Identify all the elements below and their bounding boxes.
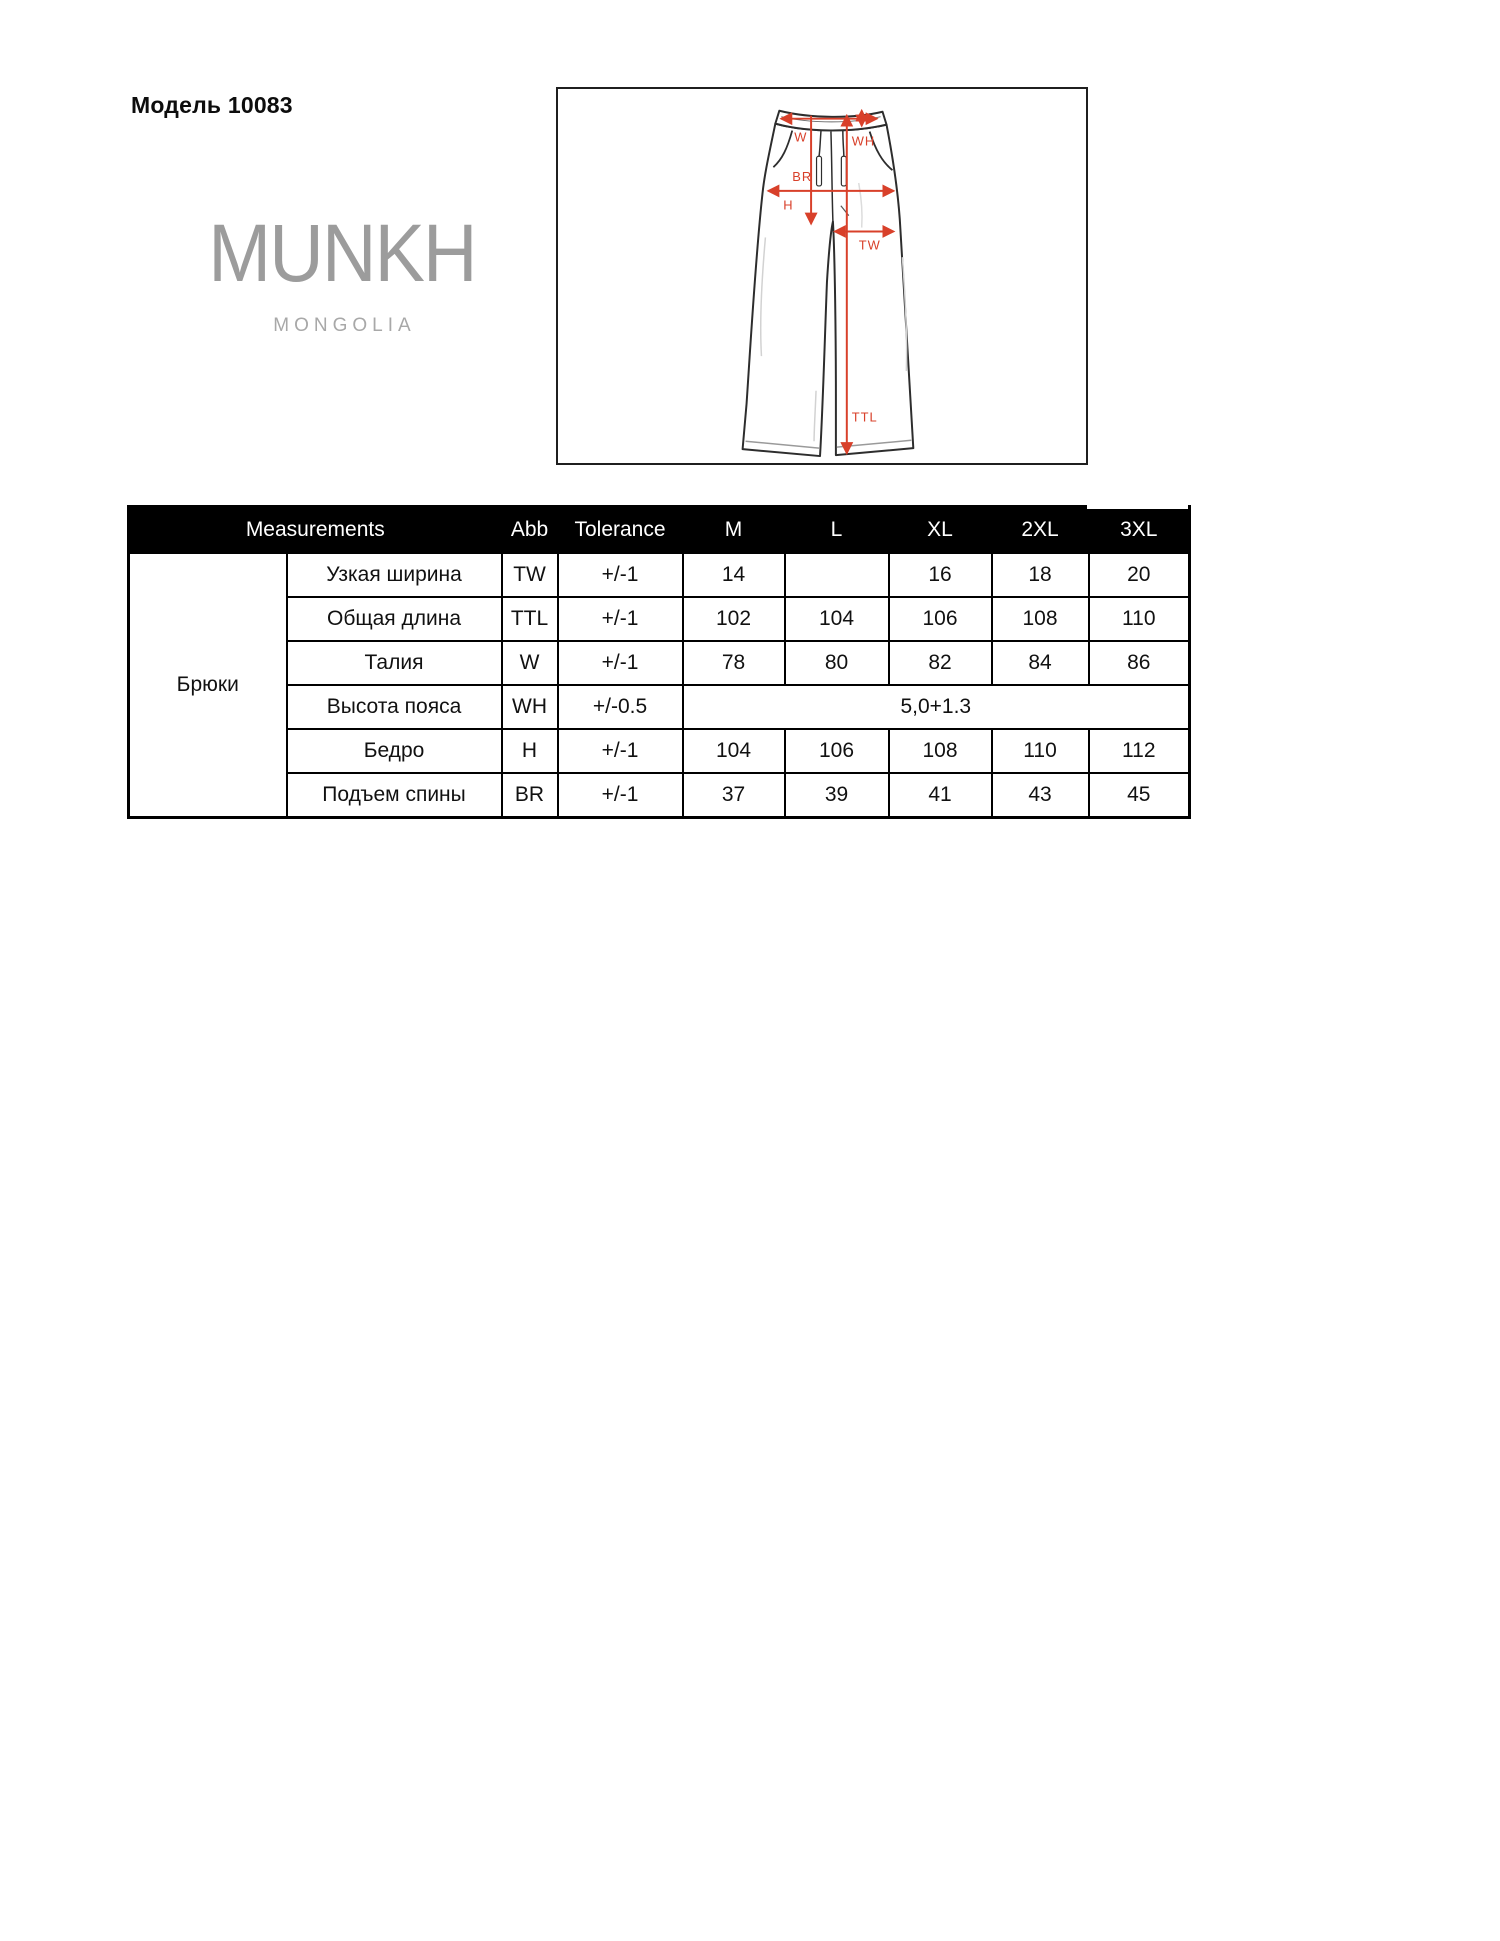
spec-table [127,505,1191,819]
abb-cell: BR [502,773,558,818]
header-row [129,507,1190,554]
tolerance-cell: +/-1 [558,641,683,685]
value-cell: 104 [683,729,785,773]
pants-sketch [558,89,1086,463]
value-cell: 39 [785,773,889,818]
value-cell: 78 [683,641,785,685]
value-cell: 16 [889,553,992,597]
label-hip: H [783,197,794,213]
pants-body-outline [743,124,914,456]
value-cell: 108 [889,729,992,773]
value-cell: 108 [992,597,1089,641]
table-row [129,597,1190,641]
table-row [129,729,1190,773]
tolerance-cell: +/-1 [558,597,683,641]
value-cell: 104 [785,597,889,641]
brand-subtitle: MONGOLIA [273,315,416,336]
table-row [129,641,1190,685]
value-cell: 82 [889,641,992,685]
table-row [129,773,1190,818]
label-waist: W [794,129,808,145]
header-size-m: M [683,507,785,554]
value-cell: 14 [683,553,785,597]
value-cell: 80 [785,641,889,685]
drawstring-right-aglet [841,156,846,186]
value-cell: 102 [683,597,785,641]
tolerance-cell: +/-0.5 [558,685,683,729]
measurement-name-cell: Узкая ширина [287,553,502,597]
measurement-name-cell: Общая длина [287,597,502,641]
abb-cell: W [502,641,558,685]
abb-cell: TW [502,553,558,597]
measurement-name-cell: Бедро [287,729,502,773]
tolerance-cell: +/-1 [558,773,683,818]
value-cell: 37 [683,773,785,818]
value-cell: 41 [889,773,992,818]
tolerance-cell: +/-1 [558,553,683,597]
brand-logo: MUNKH [208,208,476,299]
header-size-3xl: 3XL [1089,507,1190,554]
value-cell [785,553,889,597]
measurement-name-cell: Высота пояса [287,685,502,729]
abb-cell: H [502,729,558,773]
value-cell: 110 [1089,597,1190,641]
value-cell: 112 [1089,729,1190,773]
value-cell: 18 [992,553,1089,597]
merged-value-cell: 5,0+1.3 [683,685,1190,729]
label-waistband-height: WH [851,133,876,149]
brand-logo-block [162,208,522,337]
value-cell: 86 [1089,641,1190,685]
pants-diagram-box [556,87,1088,465]
value-cell: 106 [785,729,889,773]
group-cell: Брюки [129,553,287,818]
header-abb: Abb [502,507,558,554]
label-back-rise: BR [792,169,813,185]
header-size-2xl: 2XL [992,507,1089,554]
header-size-xl: XL [889,507,992,554]
label-total-length: TTL [851,409,878,425]
drawstring-left-aglet [817,156,822,186]
header-tolerance: Tolerance [558,507,683,554]
waistband-outline [775,111,886,131]
table-row [129,685,1190,729]
abb-cell: TTL [502,597,558,641]
measurement-name-cell: Талия [287,641,502,685]
value-cell: 43 [992,773,1089,818]
tolerance-cell: +/-1 [558,729,683,773]
value-cell: 110 [992,729,1089,773]
spec-table-wrap [127,505,1191,819]
value-cell: 45 [1089,773,1190,818]
abb-cell: WH [502,685,558,729]
header-measurements: Measurements [129,507,502,554]
label-thigh-width: TW [858,237,881,253]
value-cell: 20 [1089,553,1190,597]
table-row [129,553,1190,597]
measurement-name-cell: Подъем спины [287,773,502,818]
header-top-notch [1087,503,1188,509]
value-cell: 106 [889,597,992,641]
header-size-l: L [785,507,889,554]
value-cell: 84 [992,641,1089,685]
page-title: Модель 10083 [131,92,293,118]
